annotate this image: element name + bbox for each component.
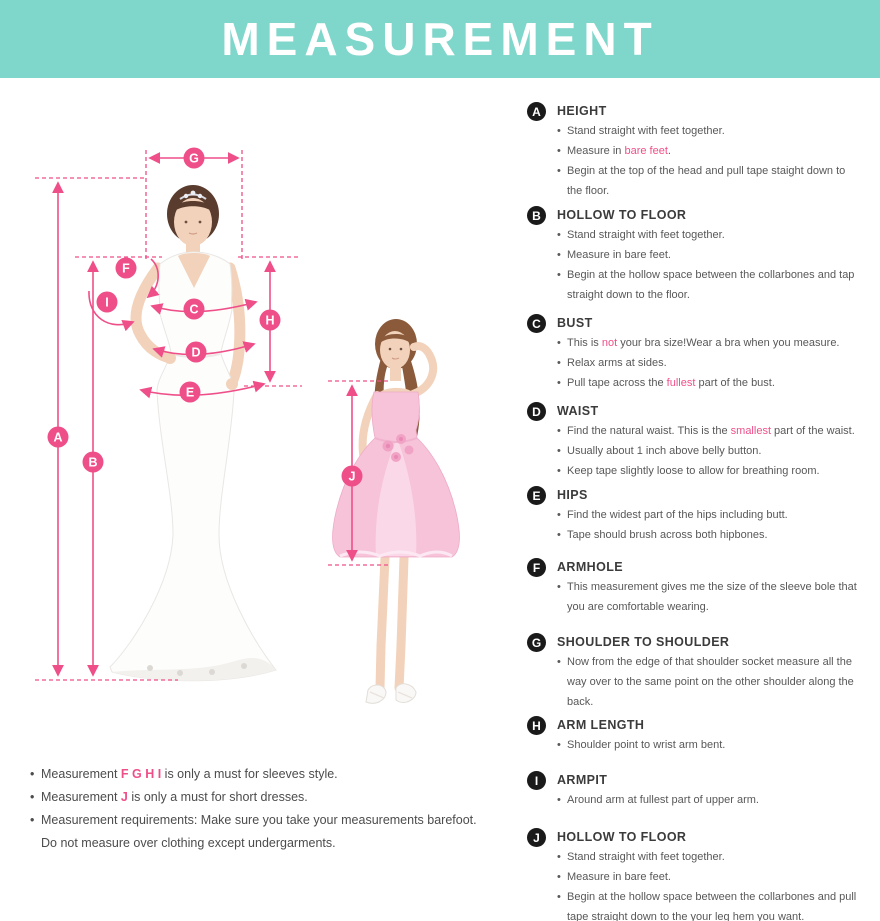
section-title: ARM LENGTH [557,718,645,732]
diagram-badge-b: B [88,455,98,470]
diagram-badge-e: E [185,385,195,400]
bullet-dot: • [557,269,561,281]
bullet-dot: • [557,165,561,177]
bullet-text: Find the natural waist. This is the smallest part of the waist. [567,425,855,437]
measurement-section-d [527,404,867,481]
highlighted-text: smallest [730,425,771,437]
bullet-text: Pull tape across the fullest part of the bust. [567,377,775,389]
bullet-item [557,121,859,141]
bullet-item [557,441,859,461]
letter-badge: E [527,486,546,505]
diagram-badge-d: D [191,345,201,360]
bullet-dot: • [557,229,561,241]
bullet-item [557,847,859,867]
bullet-item [557,505,859,525]
letter-badge: D [527,402,546,421]
bullet-text: Shoulder point to wrist arm bent. [567,739,726,751]
bullet-dot: • [557,357,561,369]
bullet-text: Measure in bare feet. [567,871,671,883]
measurement-section-e [527,488,867,545]
letter-badge: G [527,633,546,652]
section-title: HOLLOW TO FLOOR [557,830,687,844]
letter-badge: C [527,314,546,333]
bullet-dot: • [557,465,561,477]
section-title: SHOULDER TO SHOULDER [557,635,730,649]
measurement-section-i [527,773,867,810]
bullet-item [557,735,859,755]
measurement-section-j [527,830,867,921]
section-body [557,104,859,201]
section-body [557,773,859,810]
bullet-text: Stand straight with feet together. [567,851,725,863]
bullet-item [557,265,859,305]
bullet-text: Begin at the hollow space between the collarbones and pull tape straight down to the your leg hem you want. [567,891,857,921]
section-title: ARMPIT [557,773,608,787]
section-body [557,316,859,393]
section-title: ARMHOLE [557,560,623,574]
highlighted-text: J [120,790,128,804]
bullet-dot: • [557,529,561,541]
bullet-text: Find the widest part of the hips including butt. [567,509,788,521]
bullet-item [557,461,859,481]
diagram-badge-j: J [348,469,356,484]
bullet-text: Measure in bare feet. [567,145,671,157]
note-text: Measurement J is only a must for short dresses. [41,790,308,804]
bullet-item [557,353,859,373]
section-body [557,560,859,617]
letter-badge: B [527,206,546,225]
section-title: HIPS [557,488,588,502]
bullet-text: This is not your bra size!Wear a bra when you measure. [567,337,840,349]
bullet-text: Relax arms at sides. [567,357,667,369]
note-text: Measurement F G H I is only a must for sleeves style. [41,767,338,781]
bullet-text: Around arm at fullest part of upper arm. [567,794,759,806]
letter-badge: H [527,716,546,735]
diagram-badge-g: G [189,151,199,166]
section-body [557,635,859,712]
bullet-item [557,333,859,353]
bullet-dot: • [557,509,561,521]
section-body [557,404,859,481]
bullet-text: Tape should brush across both hipbones. [567,529,768,541]
bullet-dot: • [557,656,561,668]
highlighted-text: F G H I [120,767,162,781]
note-text: Measurement requirements: Make sure you take your measurements barefoot. [41,813,477,827]
diagram-badge-f: F [122,261,130,276]
note-line [30,809,490,832]
section-title: HEIGHT [557,104,607,118]
bullet-item [557,525,859,545]
section-body [557,830,859,921]
bullet-item [557,867,859,887]
bullet-dot: • [557,851,561,863]
section-title: WAIST [557,404,599,418]
bullet-item [557,421,859,441]
bullet-dot: • [30,790,35,804]
measurement-section-c [527,316,867,393]
diagram-badge-c: C [189,302,199,317]
letter-badge: F [527,558,546,577]
bullet-item [557,790,859,810]
section-title: BUST [557,316,593,330]
measurement-section-b [527,208,867,305]
bullet-dot: • [557,425,561,437]
measurement-section-h [527,718,867,755]
diagram-badge-h: H [265,313,275,328]
letter-badge: I [527,771,546,790]
section-body [557,208,859,305]
bullet-text: Begin at the top of the head and pull tape staight down to the floor. [567,165,846,197]
note-line [30,763,490,786]
measurement-section-g [527,635,867,712]
measurement-notes [30,763,490,855]
bullet-dot: • [557,891,561,903]
bullet-item [557,225,859,245]
bullet-dot: • [557,581,561,593]
note-text: Do not measure over clothing except undergarments. [41,836,336,850]
long-dress-model-illustration [110,185,276,681]
bullet-text: This measurement gives me the size of the sleeve bole that you are comfortable wearing. [567,581,857,613]
letter-badge: A [527,102,546,121]
bullet-dot: • [30,767,35,781]
section-body [557,488,859,545]
bullet-text: Begin at the hollow space between the collarbones and tap straight down to the floor. [567,269,855,301]
highlighted-text: not [601,337,618,349]
bullet-dot: • [557,871,561,883]
bullet-item [557,245,859,265]
diagram-badge-a: A [53,430,63,445]
bullet-text: Stand straight with feet together. [567,125,725,137]
highlighted-text: fullest [666,377,696,389]
page-title: MEASUREMENT [221,13,659,65]
bullet-text: Now from the edge of that shoulder socket measure all the way over to the same point on the other shoulder along the back. [567,656,854,708]
bullet-item [557,887,859,921]
bullet-item [557,577,859,617]
bullet-dot: • [557,794,561,806]
bullet-dot: • [557,337,561,349]
bullet-text: Stand straight with feet together. [567,229,725,241]
bullet-item [557,373,859,393]
bullet-text: Keep tape slightly loose to allow for breathing room. [567,465,820,477]
letter-badge: J [527,828,546,847]
highlighted-text: bare feet [624,145,668,157]
diagram-badge-i: I [105,295,109,310]
bullet-text: Usually about 1 inch above belly button. [567,445,762,457]
measurement-section-f [527,560,867,617]
bullet-dot: • [557,145,561,157]
bullet-text: Measure in bare feet. [567,249,671,261]
section-title: HOLLOW TO FLOOR [557,208,687,222]
bullet-dot: • [30,813,35,827]
bullet-item [557,161,859,201]
bullet-dot: • [557,445,561,457]
measurement-section-a [527,104,867,201]
bullet-dot: • [557,377,561,389]
bullet-dot: • [557,739,561,751]
bullet-dot: • [557,249,561,261]
note-line [30,786,490,809]
note-line [30,832,490,855]
bullet-item [557,141,859,161]
bullet-item [557,652,859,712]
section-body [557,718,859,755]
bullet-dot: • [557,125,561,137]
